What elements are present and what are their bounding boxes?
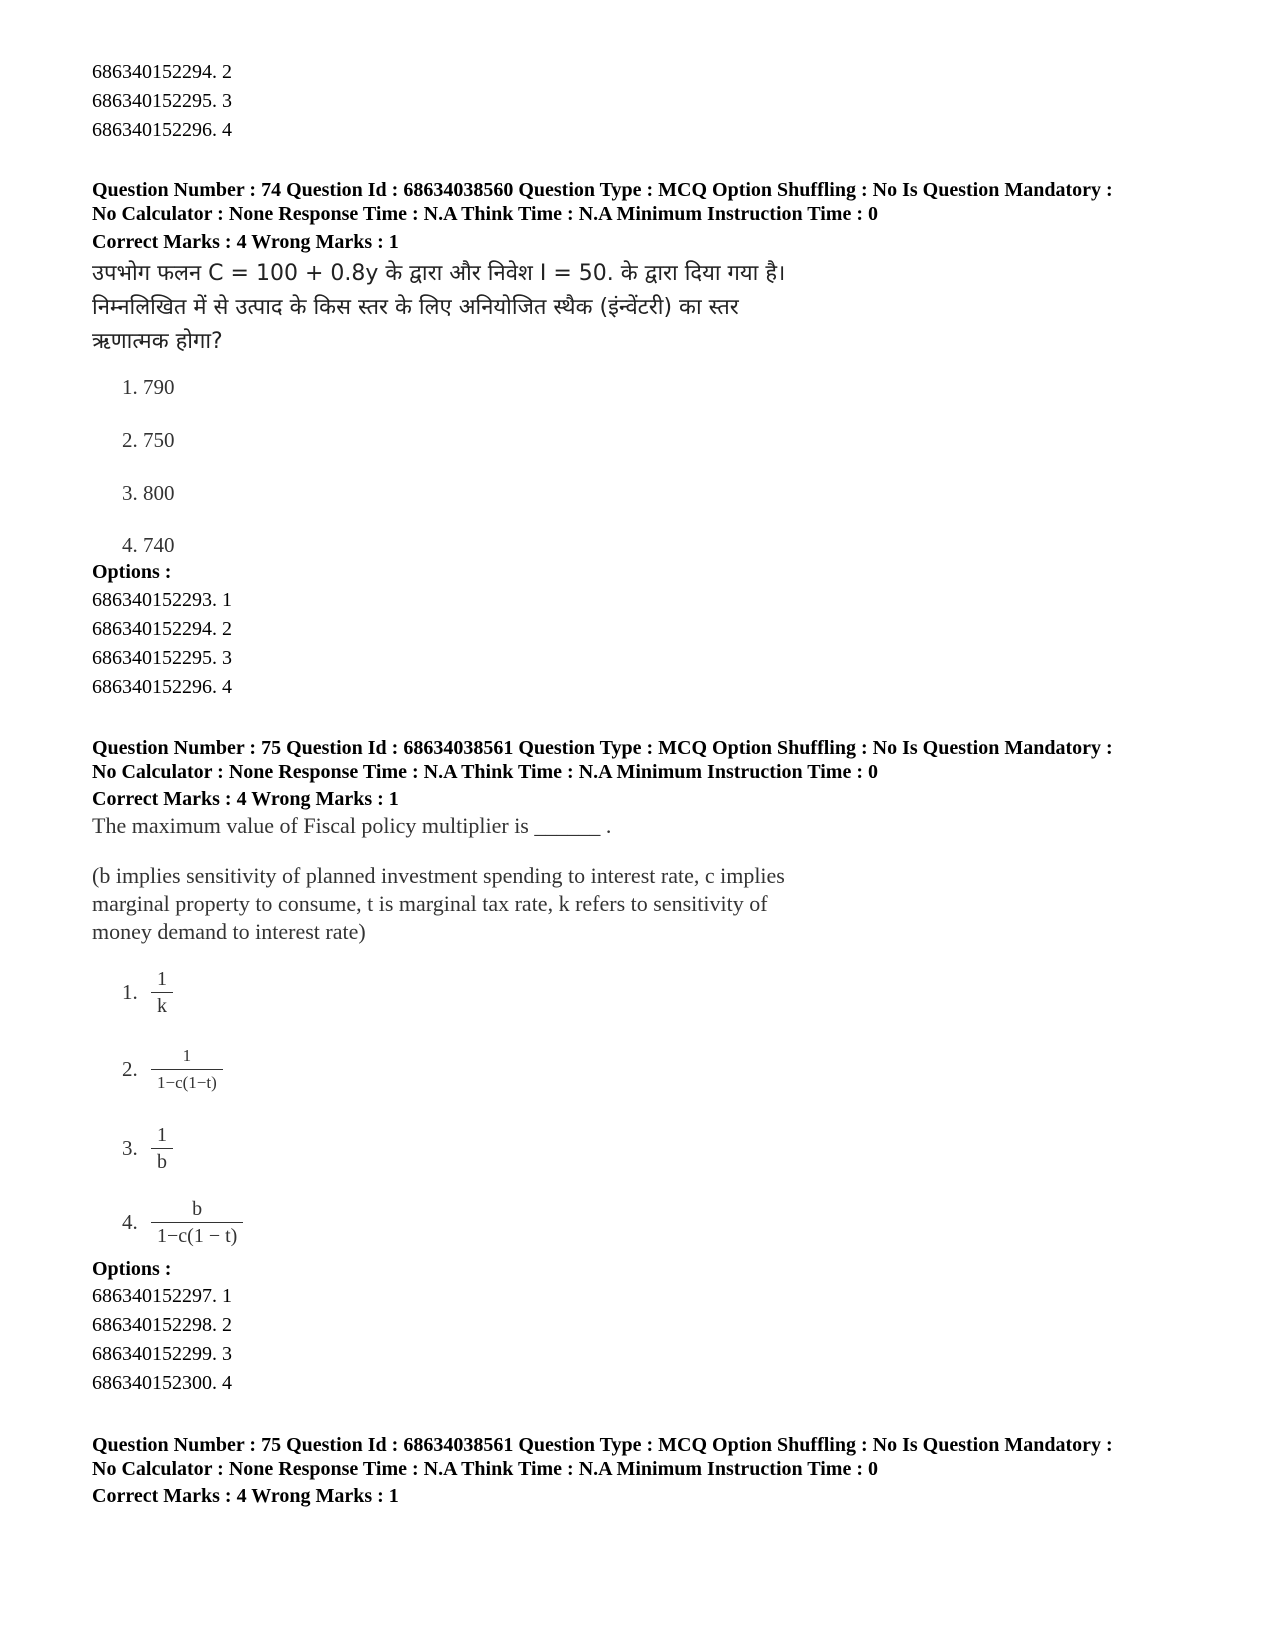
q75-repeat-header-line2: No Calculator : None Response Time : N.A Think Time : N.A Minimum Instruction Time : 0: [92, 1458, 878, 1480]
fraction-numerator: b: [192, 1198, 203, 1220]
fraction: [151, 1124, 173, 1173]
q75-repeat-header-line1: Question Number : 75 Question Id : 68634038561 Question Type : MCQ Option Shuffling : No Is Question Mandatory :: [92, 1434, 1113, 1456]
option-line: 686340152300. 4: [92, 1372, 232, 1394]
fraction-numerator: 1: [157, 1124, 167, 1146]
choice-number: 2.: [122, 1057, 138, 1081]
option-line: 686340152295. 3: [92, 647, 232, 669]
fraction-denominator: 1−c(1−t): [151, 1069, 223, 1094]
q74-question-line: ऋणात्मक होगा?: [92, 329, 223, 354]
q74-question-line: उपभोग फलन C = 100 + 0.8y के द्वारा और निवेश I = 50. के द्वारा दिया गया है।: [92, 261, 786, 286]
q75-header: [92, 736, 1113, 784]
q75-header-line2: No Calculator : None Response Time : N.A Think Time : N.A Minimum Instruction Time : 0: [92, 761, 878, 783]
fraction: [151, 1198, 243, 1247]
option-line: 686340152296. 4: [92, 676, 232, 698]
q74-choice: 1. 790: [122, 375, 175, 399]
q75-marks: Correct Marks : 4 Wrong Marks : 1: [92, 788, 399, 810]
q74-options: [92, 586, 232, 702]
q74-choice: 2. 750: [122, 428, 175, 452]
fraction: [151, 968, 173, 1017]
q74-choice: 4. 740: [122, 533, 175, 557]
q74-header-line2: No Calculator : None Response Time : N.A Think Time : N.A Minimum Instruction Time : 0: [92, 203, 878, 225]
q75-question-text: The maximum value of Fiscal policy multiplier is ______ .: [92, 813, 612, 838]
fraction: [151, 1045, 223, 1094]
option-line: 686340152294. 2: [92, 61, 232, 83]
option-line: 686340152297. 1: [92, 1285, 232, 1307]
option-line: 686340152294. 2: [92, 618, 232, 640]
fraction-numerator: 1: [157, 968, 167, 990]
q75-options-label: Options :: [92, 1258, 172, 1280]
option-line: 686340152298. 2: [92, 1314, 232, 1336]
option-line: 686340152293. 1: [92, 589, 232, 611]
q74-options-label: Options :: [92, 561, 172, 583]
fraction-denominator: b: [151, 1148, 173, 1173]
q75-note-line: (b implies sensitivity of planned investment spending to interest rate, c implies: [92, 863, 785, 888]
q74-choice: 3. 800: [122, 481, 175, 505]
q75-repeat-header: [92, 1433, 1113, 1481]
q75-repeat-marks: Correct Marks : 4 Wrong Marks : 1: [92, 1485, 399, 1507]
option-line: 686340152299. 3: [92, 1343, 232, 1365]
q74-header-line1: Question Number : 74 Question Id : 68634038560 Question Type : MCQ Option Shuffling : No Is Question Mandatory :: [92, 179, 1113, 201]
q75-choice: [122, 968, 173, 1017]
fraction-numerator: 1: [182, 1046, 192, 1065]
q75-header-line1: Question Number : 75 Question Id : 68634038561 Question Type : MCQ Option Shuffling : No Is Question Mandatory :: [92, 737, 1113, 759]
choice-number: 4.: [122, 1210, 138, 1234]
q75-note: [92, 862, 785, 946]
option-line: 686340152295. 3: [92, 90, 232, 112]
choice-number: 3.: [122, 1136, 138, 1160]
q75-choice: [122, 1124, 173, 1173]
fraction-denominator: 1−c(1 − t): [151, 1222, 243, 1247]
choice-number: 1.: [122, 980, 138, 1004]
prev-question-options: [92, 58, 232, 145]
q74-marks: Correct Marks : 4 Wrong Marks : 1: [92, 231, 399, 253]
q75-choice: [122, 1198, 243, 1247]
q74-header: [92, 178, 1113, 226]
option-line: 686340152296. 4: [92, 119, 232, 141]
q74-question-text: [92, 257, 785, 359]
q74-question-line: निम्नलिखित में से उत्पाद के किस स्तर के लिए अनियोजित स्थैक (इंन्वेंटरी) का स्तर: [92, 295, 739, 320]
q75-note-line: money demand to interest rate): [92, 919, 366, 944]
q75-note-line: marginal property to consume, t is marginal tax rate, k refers to sensitivity of: [92, 891, 768, 916]
q75-options: [92, 1282, 232, 1398]
fraction-denominator: k: [151, 992, 173, 1017]
q75-choice: [122, 1045, 223, 1094]
